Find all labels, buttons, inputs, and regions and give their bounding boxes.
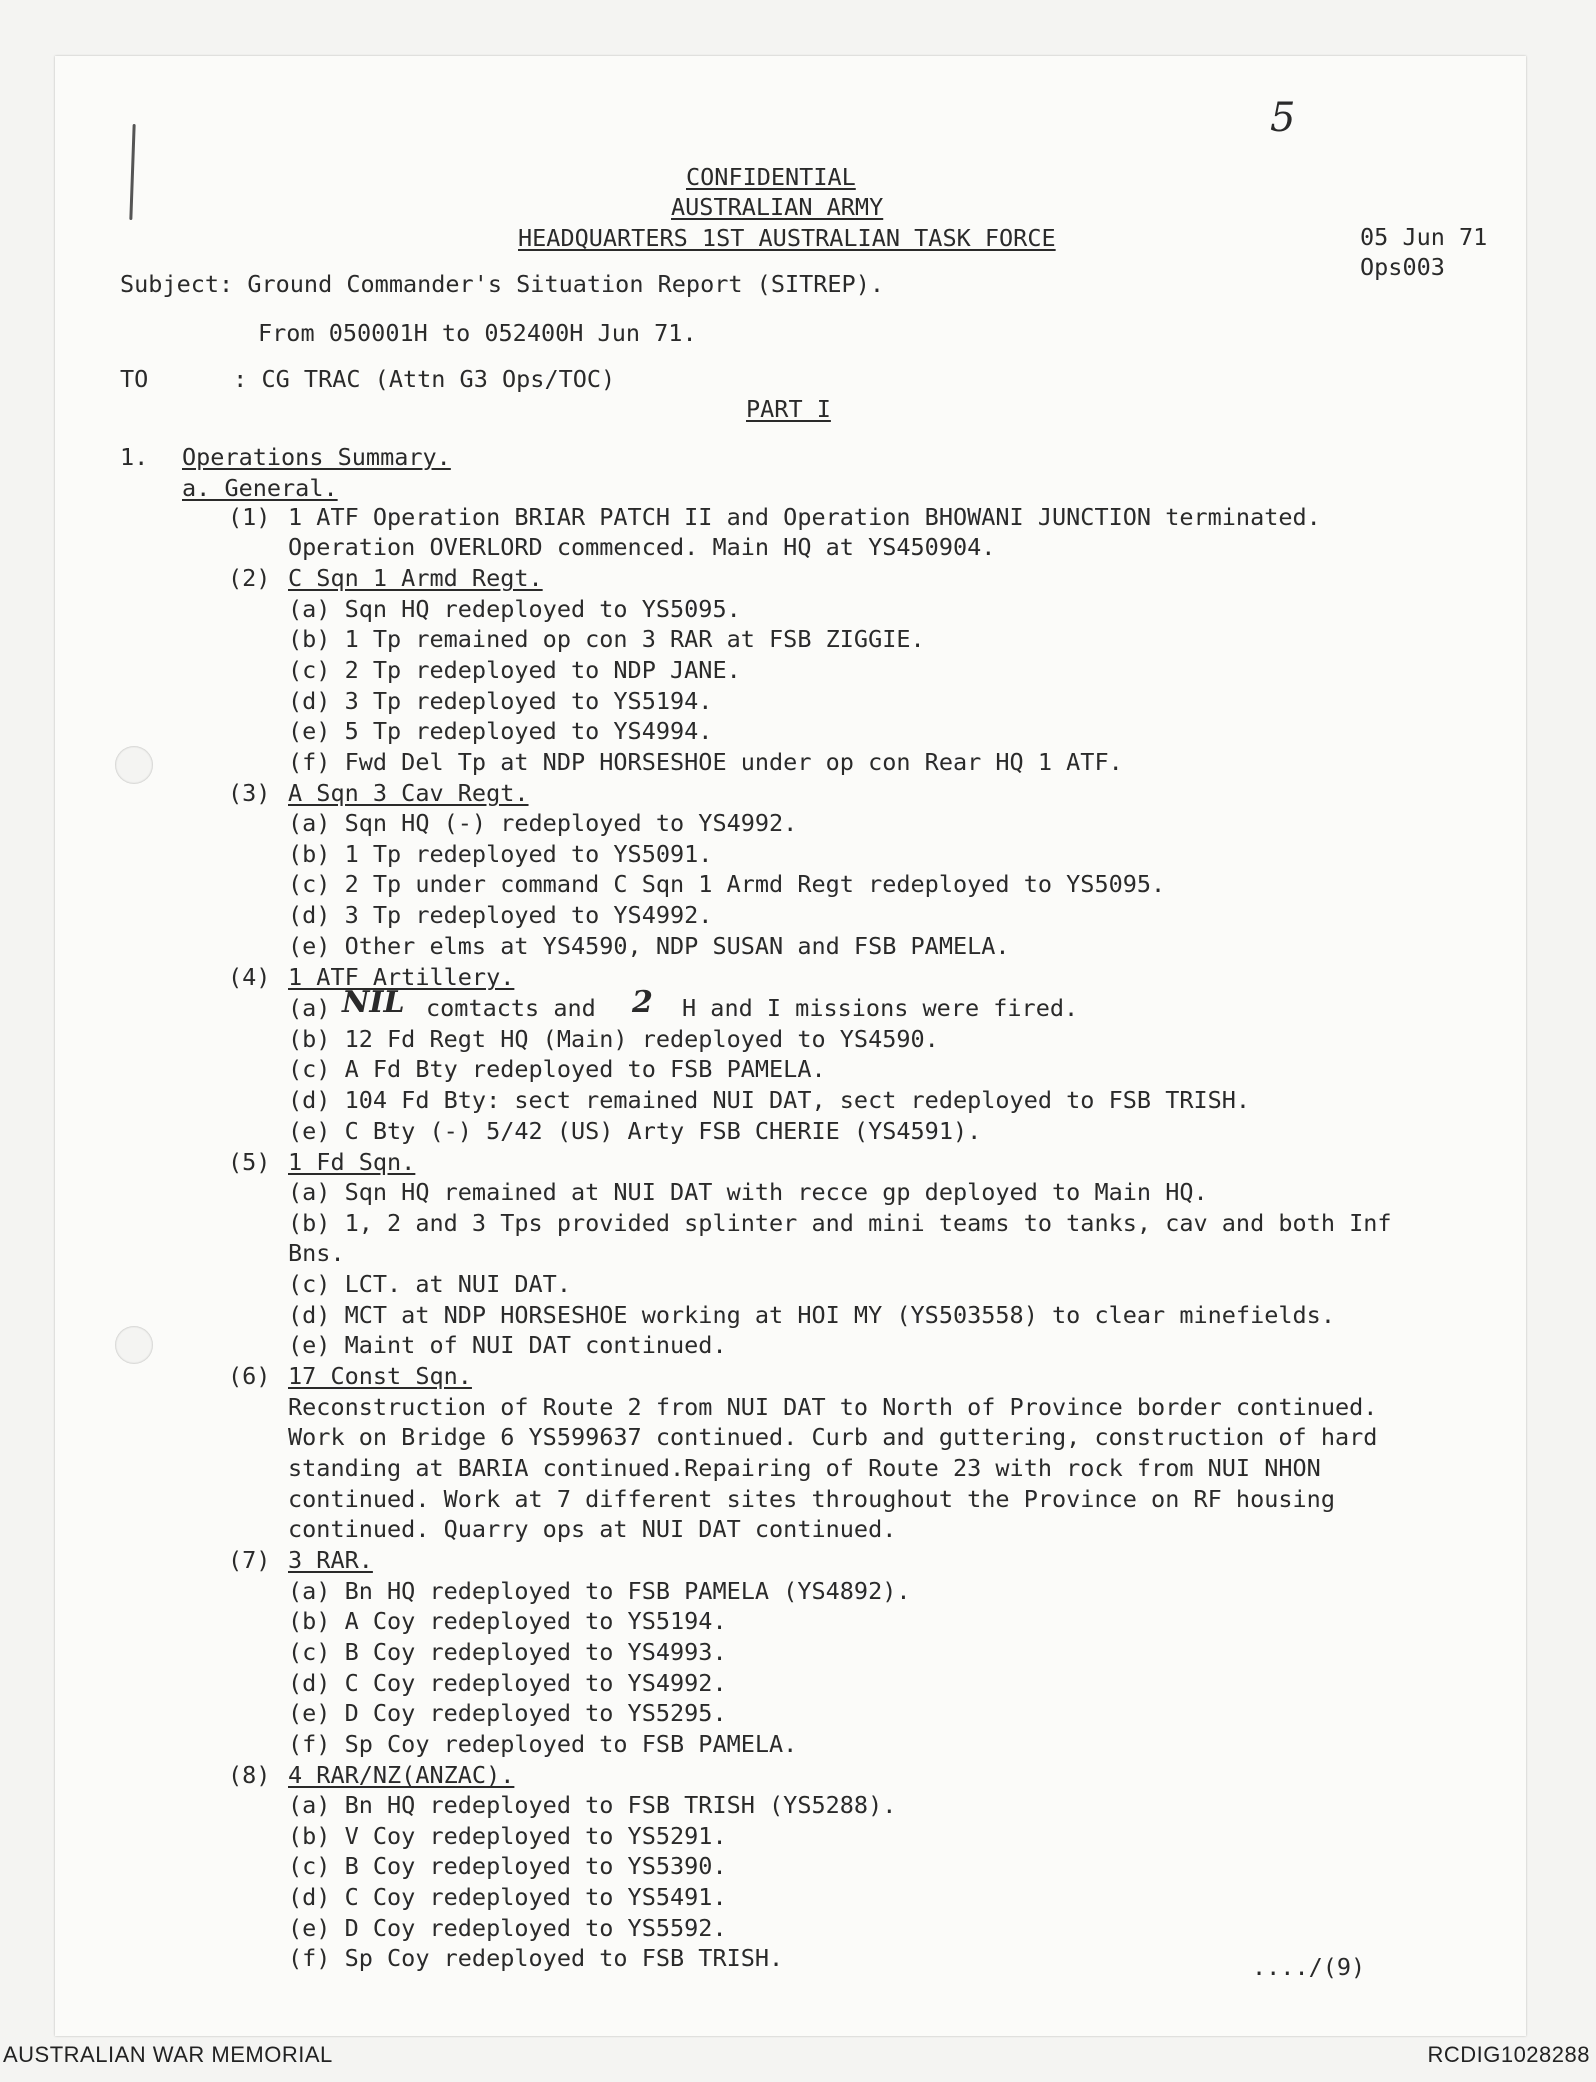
item-line: (d) 3 Tp redeployed to YS4992. (288, 901, 713, 929)
item-line: (b) V Coy redeployed to YS5291. (288, 1822, 727, 1850)
item-line: (b) 1 Tp remained op con 3 RAR at FSB ZIGGIE. (288, 625, 925, 653)
item-line-mid: comtacts and (426, 994, 596, 1022)
item-title: 17 Const Sqn. (288, 1362, 472, 1390)
item-title: 4 RAR/NZ(ANZAC). (288, 1761, 515, 1789)
item-line-prefix: (a) (288, 994, 331, 1022)
item-line: (d) 3 Tp redeployed to YS5194. (288, 687, 713, 715)
item-line: (c) A Fd Bty redeployed to FSB PAMELA. (288, 1055, 826, 1083)
item-line: (c) LCT. at NUI DAT. (288, 1270, 571, 1298)
item-line-end: H and I missions were fired. (682, 994, 1079, 1022)
item-line: (d) C Coy redeployed to YS4992. (288, 1669, 727, 1697)
classification: CONFIDENTIAL (686, 163, 856, 191)
item-line: (d) C Coy redeployed to YS5491. (288, 1883, 727, 1911)
item-line: (a) Bn HQ redeployed to FSB PAMELA (YS4892). (288, 1577, 911, 1605)
item-line: (f) Fwd Del Tp at NDP HORSESHOE under op con Rear HQ 1 ATF. (288, 748, 1123, 776)
item-line: (a) Bn HQ redeployed to FSB TRISH (YS5288). (288, 1791, 897, 1819)
to-line: TO : CG TRAC (Attn G3 Ops/TOC) (120, 365, 616, 393)
page-number: 5 (1270, 95, 1296, 141)
item-number: (5) (228, 1148, 271, 1176)
item-line: Reconstruction of Route 2 from NUI DAT to North of Province border continued. (288, 1393, 1378, 1421)
hq-name: HEADQUARTERS 1ST AUSTRALIAN TASK FORCE (518, 224, 1056, 252)
item-line: Work on Bridge 6 YS599637 continued. Curb and guttering, construction of hard (288, 1423, 1378, 1451)
item-line: (f) Sp Coy redeployed to FSB PAMELA. (288, 1730, 798, 1758)
item-number: (6) (228, 1362, 271, 1390)
item-number: (3) (228, 779, 271, 807)
item-line: (b) 1 Tp redeployed to YS5091. (288, 840, 713, 868)
item-number: (4) (228, 963, 271, 991)
punch-hole (115, 746, 153, 784)
item-line: (d) 104 Fd Bty: sect remained NUI DAT, sect redeployed to FSB TRISH. (288, 1086, 1251, 1114)
item-line: (e) Other elms at YS4590, NDP SUSAN and FSB PAMELA. (288, 932, 1010, 960)
item-number: (7) (228, 1546, 271, 1574)
item-line: (b) 12 Fd Regt HQ (Main) redeployed to YS4590. (288, 1025, 939, 1053)
item-line: (c) B Coy redeployed to YS5390. (288, 1852, 727, 1880)
handwritten-nil: NIL (342, 985, 405, 1020)
item-line: (b) 1, 2 and 3 Tps provided splinter and mini teams to tanks, cav and both Inf (288, 1209, 1392, 1237)
item-number: (8) (228, 1761, 271, 1789)
item-title: C Sqn 1 Armd Regt. (288, 564, 543, 592)
item-line: continued. Quarry ops at NUI DAT continued. (288, 1515, 897, 1543)
item-number: (1) (228, 503, 271, 531)
subsection-title: a. General. (182, 474, 338, 502)
org-name: AUSTRALIAN ARMY (671, 193, 884, 221)
item-title: 3 RAR. (288, 1546, 373, 1574)
item-line: (e) D Coy redeployed to YS5295. (288, 1699, 727, 1727)
item-line: (e) 5 Tp redeployed to YS4994. (288, 717, 713, 745)
item-line: standing at BARIA continued.Repairing of Route 23 with rock from NUI NHON (288, 1454, 1321, 1482)
item-line: (c) B Coy redeployed to YS4993. (288, 1638, 727, 1666)
item-number: (2) (228, 564, 271, 592)
archive-id: RCDIG1028288 (1427, 2042, 1590, 2067)
item-line: (f) Sp Coy redeployed to FSB TRISH. (288, 1944, 784, 1972)
item-line: (a) Sqn HQ redeployed to YS5095. (288, 595, 741, 623)
doc-ref: Ops003 (1360, 253, 1445, 281)
continuation-marker: ..../(9) (1252, 1953, 1366, 1981)
doc-date: 05 Jun 71 (1360, 223, 1488, 251)
item-line: (d) MCT at NDP HORSESHOE working at HOI MY (YS503558) to clear minefields. (288, 1301, 1335, 1329)
punch-hole (115, 1326, 153, 1364)
item-line: 1 ATF Operation BRIAR PATCH II and Operation BHOWANI JUNCTION terminated. (288, 503, 1321, 531)
item-title: 1 Fd Sqn. (288, 1148, 416, 1176)
item-title: 1 ATF Artillery. (288, 963, 515, 991)
section-title: Operations Summary. (182, 443, 451, 471)
item-line: (e) D Coy redeployed to YS5592. (288, 1914, 727, 1942)
item-line: (a) Sqn HQ (-) redeployed to YS4992. (288, 809, 798, 837)
part-heading: PART I (746, 395, 831, 423)
archive-name: AUSTRALIAN WAR MEMORIAL (3, 2042, 333, 2067)
item-line: (e) C Bty (-) 5/42 (US) Arty FSB CHERIE (YS4591). (288, 1117, 982, 1145)
item-line: continued. Work at 7 different sites throughout the Province on RF housing (288, 1485, 1335, 1513)
section-number: 1. (120, 443, 149, 471)
item-line: Operation OVERLORD commenced. Main HQ at YS450904. (288, 533, 996, 561)
item-line: (c) 2 Tp redeployed to NDP JANE. (288, 656, 741, 684)
handwritten-count: 2 (632, 985, 653, 1020)
item-line: (b) A Coy redeployed to YS5194. (288, 1607, 727, 1635)
from-line: From 050001H to 052400H Jun 71. (258, 319, 697, 347)
item-line: (c) 2 Tp under command C Sqn 1 Armd Regt redeployed to YS5095. (288, 870, 1166, 898)
item-title: A Sqn 3 Cav Regt. (288, 779, 529, 807)
subject-line: Subject: Ground Commander's Situation Report (SITREP). (120, 270, 885, 298)
item-line: (a) Sqn HQ remained at NUI DAT with recce gp deployed to Main HQ. (288, 1178, 1208, 1206)
item-line: (e) Maint of NUI DAT continued. (288, 1331, 727, 1359)
item-line: Bns. (288, 1239, 345, 1267)
